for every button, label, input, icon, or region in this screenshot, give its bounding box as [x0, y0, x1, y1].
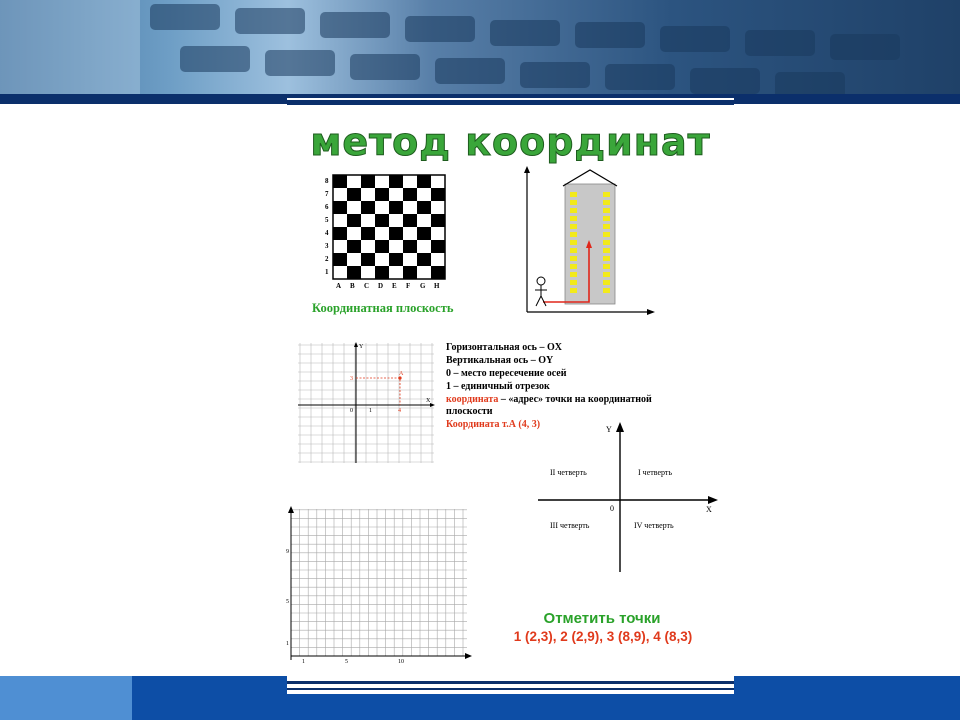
window-right [603, 192, 610, 197]
chess-square [333, 214, 347, 227]
chess-square [333, 227, 347, 240]
chess-square [403, 227, 417, 240]
chess-square [333, 201, 347, 214]
chess-square [403, 253, 417, 266]
rank-label: 5 [325, 216, 329, 224]
chess-square [389, 253, 403, 266]
empty-grid-x-arrow [465, 653, 472, 659]
task-points: 1 (2,3), 2 (2,9), 3 (8,9), 4 (8,3) [513, 629, 693, 644]
window-right [603, 232, 610, 237]
chess-square [347, 214, 361, 227]
quadrants-y-label: Y [606, 425, 612, 434]
window-left [570, 240, 577, 245]
page-bottom-rule-2 [287, 688, 734, 690]
empty-grid-y-tick: 1 [286, 641, 289, 647]
legend-line-coordinate [446, 394, 652, 405]
chess-square [361, 175, 375, 188]
rank-label: 8 [325, 177, 329, 185]
chess-square [389, 201, 403, 214]
chess-square [417, 227, 431, 240]
window-left [570, 264, 577, 269]
file-label: H [434, 282, 440, 290]
grid-example-x-tick: 4 [398, 408, 401, 414]
chess-square [431, 201, 445, 214]
quadrant-4-label: IV четверть [634, 521, 674, 530]
window-left [570, 200, 577, 205]
grid-example-lines [298, 343, 434, 463]
grid-example-x-arrow [430, 403, 435, 407]
chess-square [389, 188, 403, 201]
chess-square [431, 214, 445, 227]
chess-square [431, 227, 445, 240]
window-right [603, 240, 610, 245]
window-left [570, 232, 577, 237]
keyboard-banner [0, 0, 960, 94]
window-left [570, 208, 577, 213]
file-label: F [406, 282, 411, 290]
chess-square [403, 240, 417, 253]
chess-square [347, 175, 361, 188]
chess-square [431, 175, 445, 188]
rank-label: 4 [325, 229, 329, 237]
window-right [603, 288, 610, 293]
chess-square [347, 240, 361, 253]
point-a-label: A [399, 371, 404, 377]
chess-square [361, 266, 375, 279]
grid-example-origin-label: 0 [350, 408, 353, 414]
rank-label: 3 [325, 242, 329, 250]
grid-example-unit-label: 1 [369, 408, 372, 414]
window-left [570, 272, 577, 277]
chess-square [431, 253, 445, 266]
window-left [570, 192, 577, 197]
page-bottom-rule [287, 681, 734, 684]
legend-line-unit: 1 – единичный отрезок [446, 381, 550, 392]
window-left [570, 216, 577, 221]
chess-square [403, 201, 417, 214]
page-title: метод координат [310, 120, 711, 164]
window-right [603, 264, 610, 269]
chess-square [389, 266, 403, 279]
chess-square [347, 188, 361, 201]
grid-example-y-arrow [354, 342, 358, 347]
chess-square [375, 214, 389, 227]
window-left [570, 224, 577, 229]
building-figure [517, 164, 660, 318]
legend-term-coordinate: координата [446, 394, 499, 405]
chess-square [417, 253, 431, 266]
chess-square [361, 214, 375, 227]
window-right [603, 208, 610, 213]
chessboard-squares [333, 175, 445, 279]
chess-square [333, 188, 347, 201]
chessboard-figure [318, 172, 454, 292]
chess-square [361, 240, 375, 253]
chess-square [347, 201, 361, 214]
window-right [603, 272, 610, 277]
chess-square [375, 201, 389, 214]
empty-grid-x-tick: 5 [345, 659, 348, 665]
chess-square [375, 188, 389, 201]
chess-square [417, 175, 431, 188]
window-right [603, 216, 610, 221]
chess-square [403, 266, 417, 279]
chess-square [375, 266, 389, 279]
quadrants-x-label: X [706, 505, 712, 514]
chess-square [417, 240, 431, 253]
chess-square [333, 240, 347, 253]
chess-square [347, 253, 361, 266]
chess-square [389, 175, 403, 188]
empty-grid-y-tick: 5 [286, 599, 289, 605]
chess-square [375, 227, 389, 240]
legend-coordinate-definition: – «адрес» точки на координатной [498, 394, 652, 405]
file-label: C [364, 282, 370, 290]
page-top-rule [287, 100, 734, 105]
file-label: B [350, 282, 355, 290]
chess-square [361, 188, 375, 201]
chess-square [417, 214, 431, 227]
rank-label: 1 [325, 268, 329, 276]
window-right [603, 280, 610, 285]
quadrant-3-label: III четверть [550, 521, 590, 530]
chessboard-caption: Координатная плоскость [312, 301, 454, 315]
window-right [603, 248, 610, 253]
window-left [570, 248, 577, 253]
chess-square [417, 201, 431, 214]
rank-label: 2 [325, 255, 329, 263]
window-right [603, 256, 610, 261]
building-y-arrow [524, 166, 530, 173]
chess-square [347, 227, 361, 240]
empty-grid-y-tick: 9 [286, 549, 289, 555]
chess-square [361, 201, 375, 214]
chess-square [431, 266, 445, 279]
legend-line-ox: Горизонтальная ось – OX [446, 342, 562, 353]
chess-square [389, 214, 403, 227]
chess-square [403, 188, 417, 201]
window-right [603, 224, 610, 229]
chess-square [333, 175, 347, 188]
empty-grid-x-tick: 1 [302, 659, 305, 665]
chess-square [417, 266, 431, 279]
chess-square [431, 188, 445, 201]
quadrants-origin-label: 0 [610, 504, 614, 513]
chess-square [361, 253, 375, 266]
chess-square [375, 240, 389, 253]
grid-example-y-tick: 3 [350, 376, 353, 382]
rank-label: 7 [325, 190, 329, 198]
quadrant-1-label: I четверть [638, 468, 673, 477]
empty-grid-x-tick: 10 [398, 659, 404, 665]
chess-square [403, 214, 417, 227]
grid-example-figure [296, 341, 438, 465]
footer-light-block [0, 676, 132, 720]
window-left [570, 280, 577, 285]
task-title: Отметить точки [543, 610, 661, 627]
legend-line-oy: Вертикальная ось – OY [446, 355, 554, 366]
window-left [570, 256, 577, 261]
point-a-guides [356, 378, 400, 405]
rank-label: 6 [325, 203, 329, 211]
keyboard-keys-graphic [0, 0, 960, 94]
quadrants-figure [534, 420, 722, 576]
legend-line-origin: 0 – место пересечение осей [446, 368, 567, 379]
legend-line-point-a: Координата т.А (4, 3) [446, 419, 541, 430]
grid-example-x-label: X [426, 398, 431, 404]
legend-line-plane: плоскости [446, 406, 493, 417]
chess-square [389, 240, 403, 253]
quadrant-2-label: II четверть [550, 468, 587, 477]
window-left [570, 288, 577, 293]
chess-square [333, 253, 347, 266]
chess-square [375, 175, 389, 188]
empty-grid-lines [291, 509, 467, 656]
chess-square [375, 253, 389, 266]
chess-square [389, 227, 403, 240]
chess-square [361, 227, 375, 240]
quadrants-y-arrow [616, 422, 624, 432]
file-label: E [392, 282, 397, 290]
building-x-arrow [647, 309, 655, 315]
file-label: A [336, 282, 342, 290]
file-label: D [378, 282, 384, 290]
chess-square [417, 188, 431, 201]
chess-square [347, 266, 361, 279]
window-right [603, 200, 610, 205]
file-label: G [420, 282, 426, 290]
chess-square [431, 240, 445, 253]
empty-grid-figure [285, 505, 475, 665]
grid-example-y-label: Y [359, 344, 364, 350]
chess-square [403, 175, 417, 188]
chess-square [333, 266, 347, 279]
quadrants-x-arrow [708, 496, 718, 504]
